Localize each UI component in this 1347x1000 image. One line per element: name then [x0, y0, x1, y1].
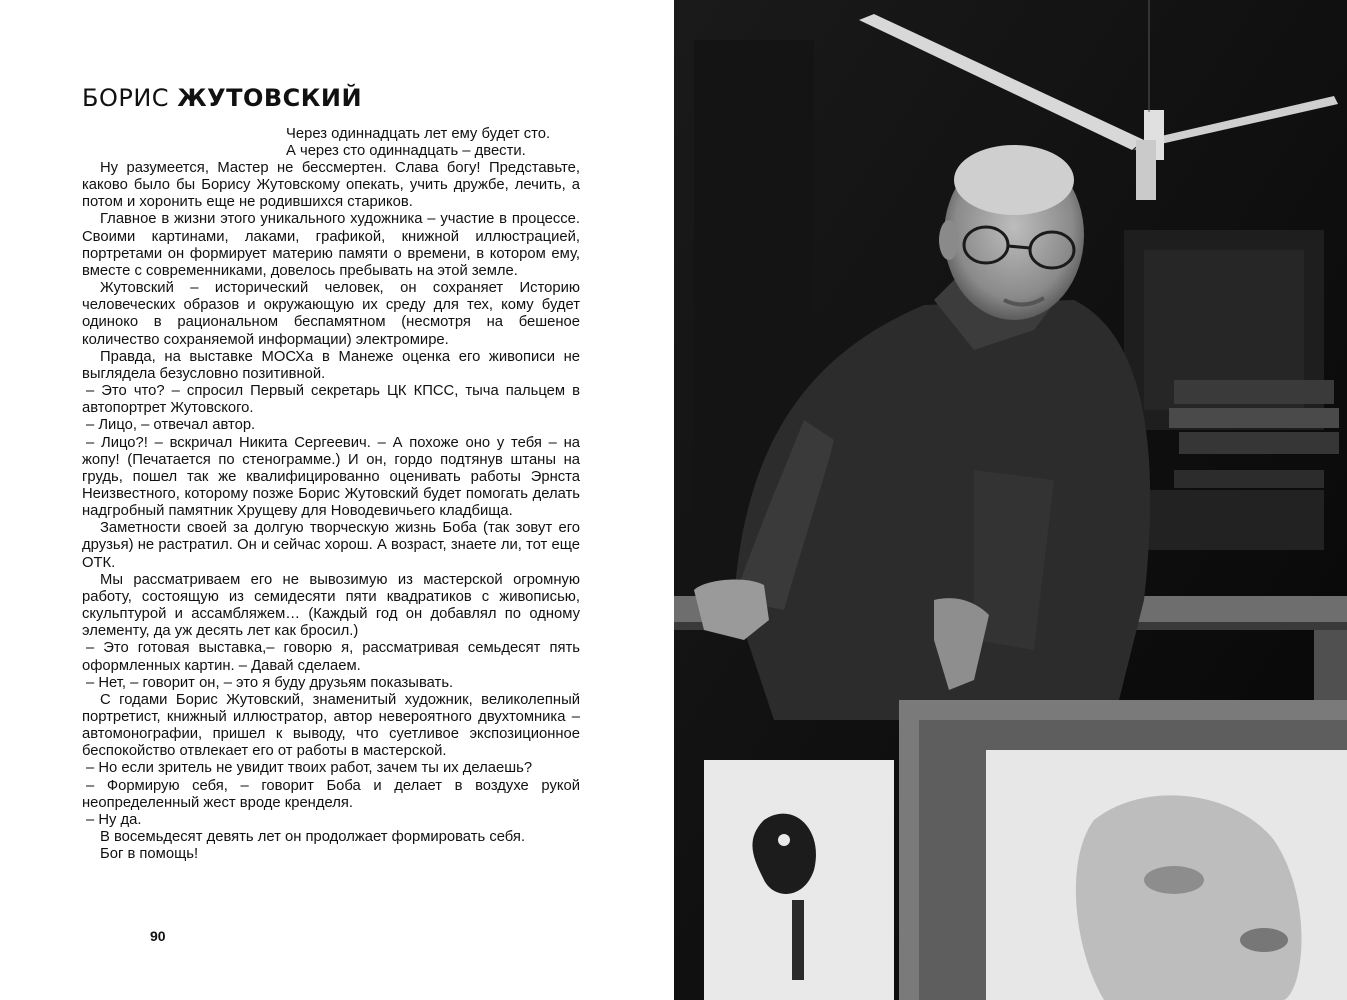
dialogue-line: – Лицо, – отвечал автор.: [86, 417, 256, 434]
paragraph: Заметности своей за долгую творческую жизнь Боба (так зовут его друзья) не растратил. Он и сейчас хорош. А возраст, знаете ли, тот еще ОТК.: [82, 520, 580, 571]
portrait-photo: [674, 0, 1347, 1000]
epigraph-line: А через сто одиннадцать – двести.: [286, 143, 526, 160]
dialogue-line: – Это что? – спросил Первый секретарь ЦК КПСС, тыча пальцем в автопортрет Жутовского.: [82, 383, 580, 417]
paragraph: Главное в жизни этого уникального художника – участие в процессе. Своими картинами, лаками, графикой, книжной иллюстрацией, портретами он формирует материю памяти о времени, в котором ему, вместе с современниками, довелось пребывать на этой земле.: [82, 211, 580, 279]
book-stack: [1174, 380, 1334, 404]
epigraph: [286, 126, 586, 160]
paragraph: В восемьдесят девять лет он продолжает формировать себя.: [100, 829, 526, 846]
dialogue-line: – Формирую себя, – говорит Боба и делает в воздухе рукой неопределенный жест вроде кренделя.: [82, 777, 580, 811]
title-last-name: ЖУТОВСКИЙ: [177, 84, 363, 112]
photo-page: [674, 0, 1347, 1000]
paragraph: Жутовский – исторический человек, он сохраняет Историю человеческих образов и окружающую их среду для тех, кому будет одиноко в рациональном беспамятном (несмотря на бешеное количество сохраняемой информации) электромире.: [82, 280, 580, 348]
dialogue-line: – Это готовая выставка,– говорю я, рассматривая семьдесят пять оформленных картин. – Давай сделаем.: [82, 640, 580, 674]
epigraph-line: Через одиннадцать лет ему будет сто.: [286, 126, 551, 142]
page-number: 90: [150, 928, 166, 944]
paragraph: Правда, на выставке МОСХа в Манеже оценка его живописи не выглядела безусловно позитивной.: [82, 348, 580, 382]
paragraph: С годами Борис Жутовский, знаменитый художник, великолепный портретист, книжный иллюстратор, автор невероятного двухтомника – автомонографии, пришел к выводу, что суетливое экспозиционное беспокойство отвлекает его от работы в мастерской.: [82, 691, 580, 760]
title-first-name: БОРИС: [82, 84, 170, 112]
dialogue-line: – Но если зритель не увидит твоих работ, зачем ты их делаешь?: [86, 760, 533, 777]
paragraph: Бог в помощь!: [100, 846, 199, 863]
paragraph: Мы рассматриваем его не вывозимую из мастерской огромную работу, состоящую из семидесяти пяти квадратиков с живописью, скульптурой и ассамбляжем… (Каждый год он добавлял по одному элементу, да уж десять лет как бросил.): [82, 571, 580, 640]
article-title: [82, 84, 362, 112]
dialogue-line: – Ну да.: [86, 811, 142, 828]
dialogue-line: – Нет, – говорит он, – это я буду друзьям показывать.: [86, 674, 454, 691]
paragraph: Ну разумеется, Мастер не бессмертен. Слава богу! Представьте, каково было бы Борису Жутовскому опекать, учить дружбе, лечить, а потом и хоронить еще не родившихся стариков.: [82, 160, 580, 211]
article-body: [82, 160, 580, 863]
dialogue-line: – Лицо?! – вскричал Никита Сергеевич. – А похоже оно у тебя – на жопу! (Печатается по стенограмме.) И он, гордо подтянув штаны на грудь, пошел так же квалифицированно оценивать работы Эрнста Неизвестного, которому позже Борис Жутовский будет помогать делать надгробный памятник Хрущеву для Новодевичьего кладбища.: [82, 434, 580, 520]
